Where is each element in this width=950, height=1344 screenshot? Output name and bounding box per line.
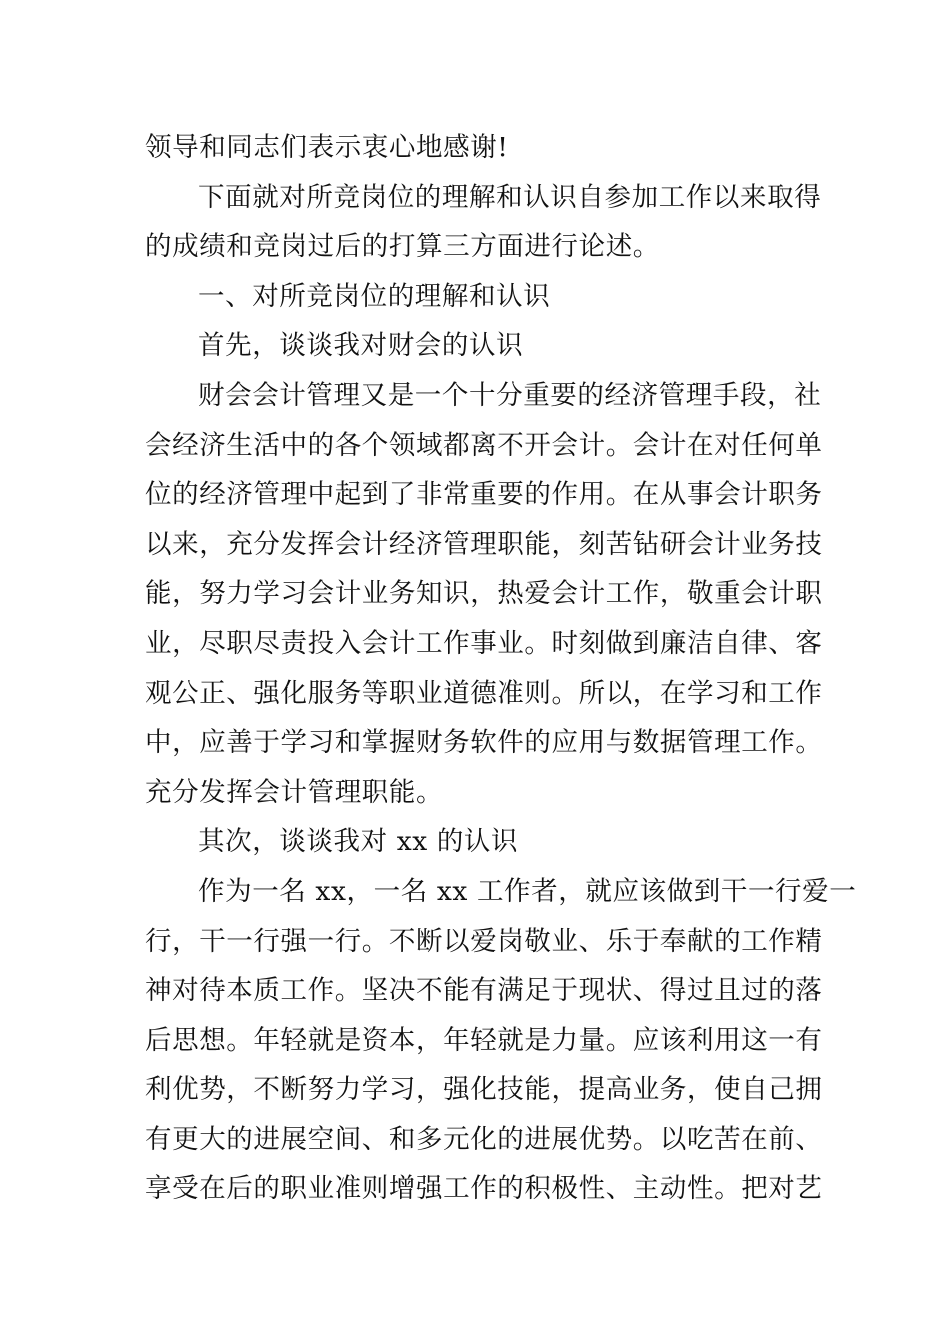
text-line: 行，干一行强一行。不断以爱岗敬业、乐于奉献的工作精 <box>145 925 823 957</box>
text-line: 领导和同志们表示衷心地感谢! <box>145 132 509 163</box>
text-line: 享受在后的职业准则增强工作的积极性、主动性。把对艺 <box>145 1173 823 1205</box>
text-line: 下面就对所竞岗位的理解和认识自参加工作以来取得 <box>198 181 822 213</box>
section-heading: 一、对所竞岗位的理解和认识 <box>198 280 551 312</box>
text-line: 会经济生活中的各个领域都离不开会计。会计在对任何单 <box>145 429 823 461</box>
text-line: 业，尽职尽责投入会计工作事业。时刻做到廉洁自律、客 <box>145 627 823 659</box>
text-line: 能，努力学习会计业务知识，热爱会计工作，敬重会计职 <box>145 578 823 610</box>
text-line: 的成绩和竞岗过后的打算三方面进行论述。 <box>145 231 660 263</box>
text-line: 后思想。年轻就是资本，年轻就是力量。应该利用这一有 <box>145 1024 823 1056</box>
subsection-heading: 首先，谈谈我对财会的认识 <box>198 330 524 362</box>
text-line: 充分发挥会计管理职能。 <box>145 776 444 808</box>
text-line: 有更大的进展空间、和多元化的进展优势。以吃苦在前、 <box>145 1123 823 1155</box>
text-line: 财会会计管理又是一个十分重要的经济管理手段，社 <box>198 379 822 411</box>
text-line: 位的经济管理中起到了非常重要的作用。在从事会计职务 <box>145 479 823 511</box>
text-line: 作为一名 xx，一名 xx 工作者，就应该做到干一行爱一 <box>198 875 857 907</box>
text-line: 中，应善于学习和掌握财务软件的应用与数据管理工作。 <box>145 727 823 759</box>
text-line: 以来，充分发挥会计经济管理职能，刻苦钻研会计业务技 <box>145 528 823 560</box>
text-line: 观公正、强化服务等职业道德准则。所以，在学习和工作 <box>145 677 823 709</box>
text-line: 神对待本质工作。坚决不能有满足于现状、得过且过的落 <box>145 975 823 1007</box>
subsection-heading: 其次，谈谈我对 xx 的认识 <box>198 826 519 858</box>
text-line: 利优势，不断努力学习，强化技能，提高业务，使自己拥 <box>145 1074 823 1106</box>
document-body <box>145 123 857 1214</box>
